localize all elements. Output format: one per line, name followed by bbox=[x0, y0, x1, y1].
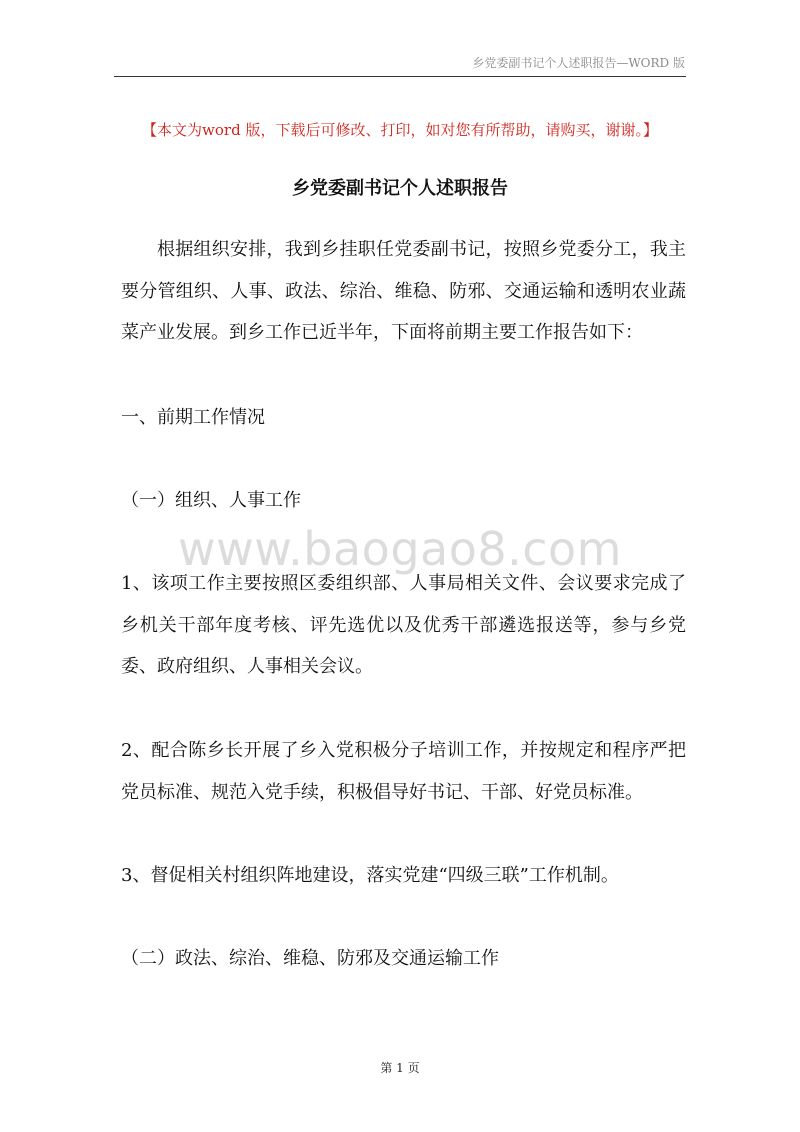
header-divider bbox=[114, 76, 686, 77]
page-number: 第 1 页 bbox=[380, 1061, 420, 1075]
download-notice: 【本文为word 版，下载后可修改、打印，如对您有所帮助，请购买，谢谢。】 bbox=[142, 121, 658, 139]
list-item-3: 3、督促相关村组织阵地建设，落实党建“四级三联”工作机制。 bbox=[121, 865, 619, 886]
section-heading-1: 一、前期工作情况 bbox=[121, 407, 265, 428]
intro-paragraph: 根据组织安排，我到乡挂职任党委副书记，按照乡党委分工，我主要分管组织、人事、政法、综治、维稳、防邪、交通运输和透明农业蔬菜产业发展。到乡工作已近半年，下面将前期主要工作报告如下： bbox=[121, 239, 686, 343]
document-title: 乡党委副书记个人述职报告 bbox=[292, 178, 508, 199]
subsection-heading-2: （二）政法、综治、维稳、防邪及交通运输工作 bbox=[121, 948, 499, 969]
subsection-heading-1: （一）组织、人事工作 bbox=[121, 490, 301, 511]
watermark: www.baogao8.com bbox=[178, 522, 622, 576]
list-item-1: 1、该项工作主要按照区委组织部、人事局相关文件、会议要求完成了乡机关干部年度考核、评先选优以及优秀干部遴选报送等，参与乡党委、政府组织、人事相关会议。 bbox=[121, 573, 686, 677]
running-header: 乡党委副书记个人述职报告—WORD 版 bbox=[472, 56, 685, 70]
list-item-2: 2、配合陈乡长开展了乡入党积极分子培训工作，并按规定和程序严把党员标准、规范入党手续，积极倡导好书记、干部、好党员标准。 bbox=[121, 740, 686, 803]
